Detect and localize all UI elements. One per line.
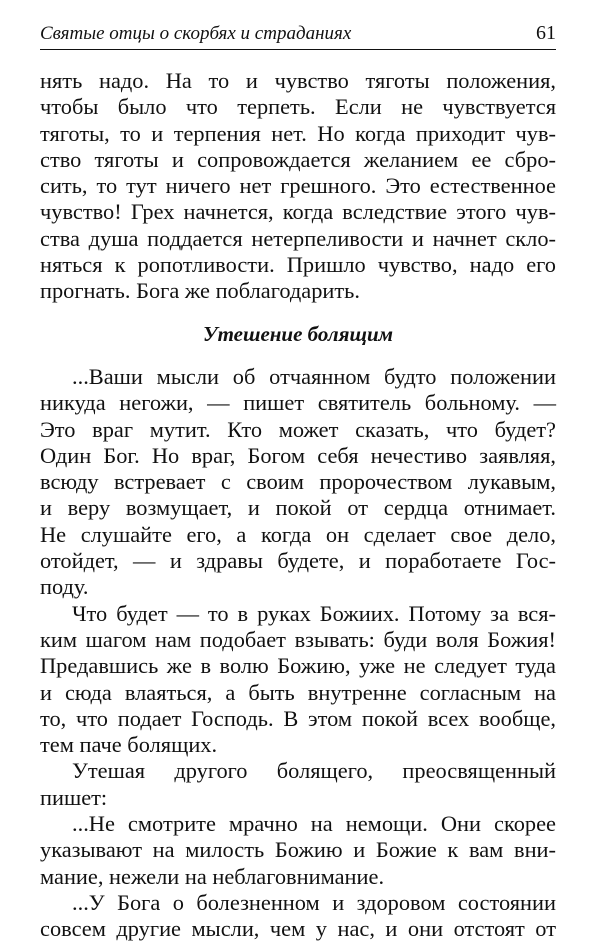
running-header — [40, 22, 556, 48]
text-line: Что будет — то в руках Божиих. Потому за вся- — [72, 600, 556, 626]
text-line: ...У Бога о болезненном и здоровом состоянии — [72, 889, 556, 915]
text-line: ства душа поддается нетерпеливости и начнет скло- — [40, 225, 556, 251]
section-body — [40, 364, 556, 943]
running-title: Святые отцы о скорбях и страданиях — [40, 23, 352, 44]
text-line: совсем другие мысли, чем у нас, и они отстоят от — [40, 916, 556, 942]
text-line: отойдет, — и здравы будете, и поработаете Гос- — [40, 548, 556, 574]
text-line: ство тяготы и сопровождается желанием ее сбро- — [40, 146, 556, 172]
text-line: Утешая другого болящего, преосвященный — [72, 758, 556, 784]
text-line: указывают на милость Божию и Божие к вам вни- — [40, 837, 556, 863]
text-line: Не слушайте его, а когда он сделает свое дело, — [40, 521, 556, 547]
text-line: то, что подает Господь. В этом покой всех вообще, — [40, 705, 556, 731]
text-line: тяготы, то и терпения нет. Но когда приходит чув- — [40, 120, 556, 146]
text-line: няться к ропотливости. Пришло чувство, надо его — [40, 252, 556, 278]
text-line: ...Не смотрите мрачно на немощи. Они скорее — [72, 811, 556, 837]
text-line: поду. — [40, 574, 89, 600]
paragraph-continuation — [40, 68, 556, 305]
page-number: 61 — [536, 22, 556, 44]
text-line: Предавшись же в волю Божию, уже не следует туда — [40, 653, 556, 679]
text-line: нять надо. На то и чувство тяготы положения, — [40, 68, 556, 93]
text-line: ...Ваши мысли об отчаянном будто положении — [72, 364, 556, 389]
text-line: пишет: — [40, 784, 108, 810]
text-line: мание, нежели на неблаговнимание. — [40, 863, 385, 889]
text-line: и сюда влаяться, а быть внутренне согласным на — [40, 679, 556, 705]
header-rule — [40, 49, 556, 50]
section-title: Утешение болящим — [202, 322, 394, 346]
text-line: сить, то тут ничего нет грешного. Это естественное — [40, 173, 556, 199]
text-line: Это враг мутит. Кто может сказать, что будет? — [40, 416, 556, 442]
text-line: никуда негожи, — пишет святитель больному. — — [40, 390, 556, 416]
text-line: Один Бог. Но враг, Богом себя нечестиво заявляя, — [40, 442, 556, 468]
text-line: тем паче болящих. — [40, 732, 218, 758]
text-line: чувство! Грех начнется, когда вследствие этого чув- — [40, 199, 556, 225]
text-line: чтобы было что терпеть. Если не чувствуется — [40, 94, 556, 120]
text-line: и веру возмущает, и покой от сердца отнимает. — [40, 495, 556, 521]
text-line: ким шагом нам подобает взывать: буди воля Божия! — [40, 626, 556, 652]
text-line: всюду встревает с своим пророчеством лукавым, — [40, 469, 556, 495]
text-line: прогнать. Бога же поблагодарить. — [40, 278, 360, 304]
